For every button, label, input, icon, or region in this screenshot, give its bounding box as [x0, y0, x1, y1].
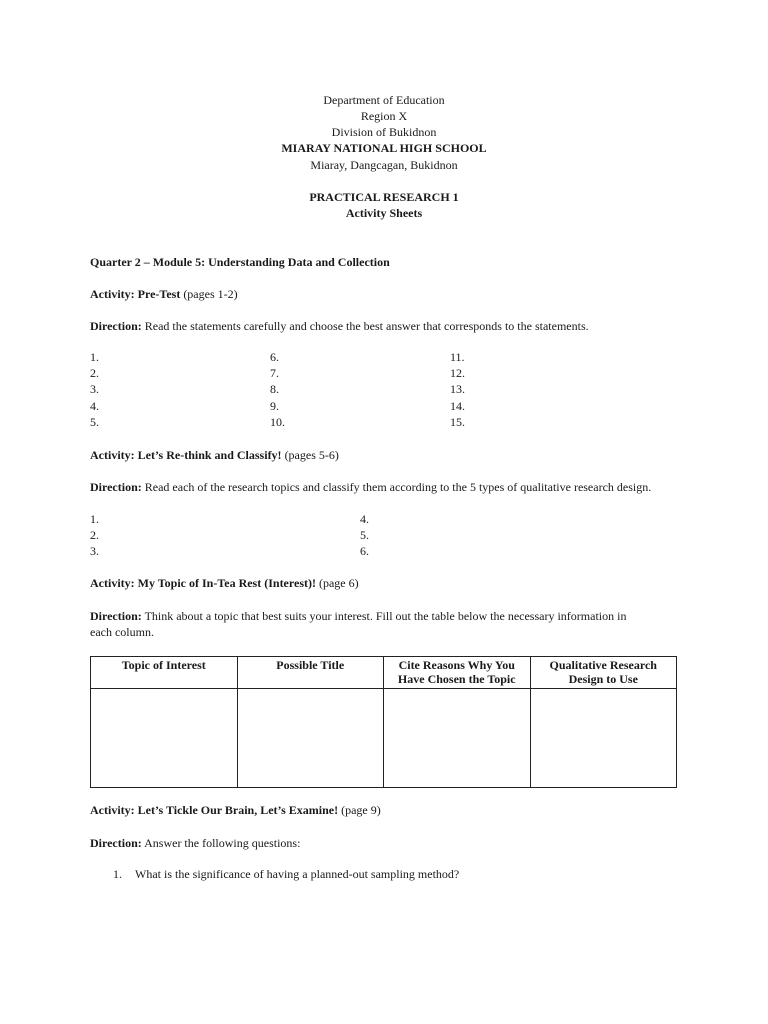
- direction-label: Direction:: [90, 319, 142, 333]
- activity-pages: (pages 5-6): [284, 448, 339, 462]
- division-line: Division of Bukidnon: [331, 125, 437, 139]
- answer-number: 4.: [360, 512, 369, 526]
- activity-topic-heading: [90, 575, 359, 591]
- question-number: 1.: [113, 867, 122, 881]
- activity-label: Activity:: [90, 576, 135, 590]
- direction-text: Answer the following questions:: [144, 836, 301, 850]
- activity-label: Activity:: [90, 287, 135, 301]
- school-name: MIARAY NATIONAL HIGH SCHOOL: [281, 141, 487, 155]
- activity-pretest-heading: [90, 286, 238, 302]
- direction-text: Think about a topic that best suits your interest. Fill out the table below the necessary information in: [144, 609, 627, 623]
- answer-number: 2.: [90, 366, 99, 380]
- answer-number: 13.: [450, 382, 465, 396]
- direction-text: Read the statements carefully and choose the best answer that corresponds to the statements.: [144, 319, 589, 333]
- activity-classify-heading: [90, 447, 339, 463]
- answer-number: 6.: [270, 350, 279, 364]
- answer-number: 6.: [360, 544, 369, 558]
- direction-topic-continued: each column.: [90, 625, 154, 639]
- direction-pretest: [90, 318, 589, 334]
- answer-number: 15.: [450, 415, 465, 429]
- subject-title: PRACTICAL RESEARCH 1: [309, 190, 459, 204]
- activity-pages: (pages 1-2): [183, 287, 238, 301]
- table-header-row: [91, 657, 677, 689]
- answer-number: 9.: [270, 399, 279, 413]
- answer-number: 4.: [90, 399, 99, 413]
- table-answer-cell[interactable]: [384, 689, 531, 788]
- answer-number: 5.: [360, 528, 369, 542]
- activity-pages: (page 6): [318, 576, 359, 590]
- table-header-cell: Cite Reasons Why You Have Chosen the Topic: [384, 657, 531, 689]
- region-line: Region X: [360, 109, 408, 123]
- answer-number: 8.: [270, 382, 279, 396]
- question-text: What is the significance of having a planned-out sampling method?: [135, 867, 460, 881]
- answer-number: 1.: [90, 512, 99, 526]
- module-heading: Quarter 2 – Module 5: Understanding Data and Collection: [90, 255, 390, 269]
- answer-number: 3.: [90, 544, 99, 558]
- table-row: [91, 689, 677, 788]
- activity-name: Let’s Re-think and Classify!: [137, 448, 282, 462]
- direction-label: Direction:: [90, 609, 142, 623]
- table-answer-cell[interactable]: [91, 689, 238, 788]
- answer-number: 2.: [90, 528, 99, 542]
- activity-label: Activity:: [90, 448, 135, 462]
- answer-number: 12.: [450, 366, 465, 380]
- sheet-subtitle: Activity Sheets: [345, 206, 423, 220]
- topic-table: [90, 656, 677, 788]
- direction-examine: [90, 835, 300, 851]
- activity-label: Activity:: [90, 803, 135, 817]
- answer-number: 1.: [90, 350, 99, 364]
- direction-text: Read each of the research topics and classify them according to the 5 types of qualitative research design.: [144, 480, 652, 494]
- table-header-cell: Topic of Interest: [91, 657, 238, 689]
- school-address: Miaray, Dangcagan, Bukidnon: [310, 158, 458, 172]
- table-answer-cell[interactable]: [530, 689, 677, 788]
- answer-number: 11.: [450, 350, 465, 364]
- direction-classify: [90, 479, 651, 495]
- department-line: Department of Education: [323, 93, 445, 107]
- direction-topic: [90, 608, 626, 624]
- table-header-cell: Qualitative Research Design to Use: [530, 657, 677, 689]
- answer-number: 5.: [90, 415, 99, 429]
- activity-name: Let’s Tickle Our Brain, Let’s Examine!: [137, 803, 339, 817]
- direction-label: Direction:: [90, 836, 142, 850]
- activity-name: My Topic of In-Tea Rest (Interest)!: [137, 576, 316, 590]
- activity-pages: (page 9): [341, 803, 381, 817]
- table-header-cell: Possible Title: [237, 657, 384, 689]
- answer-number: 10.: [270, 415, 285, 429]
- direction-label: Direction:: [90, 480, 142, 494]
- activity-name: Pre-Test: [137, 287, 181, 301]
- table-answer-cell[interactable]: [237, 689, 384, 788]
- answer-number: 14.: [450, 399, 465, 413]
- answer-number: 7.: [270, 366, 279, 380]
- activity-examine-heading: [90, 802, 381, 818]
- answer-number: 3.: [90, 382, 99, 396]
